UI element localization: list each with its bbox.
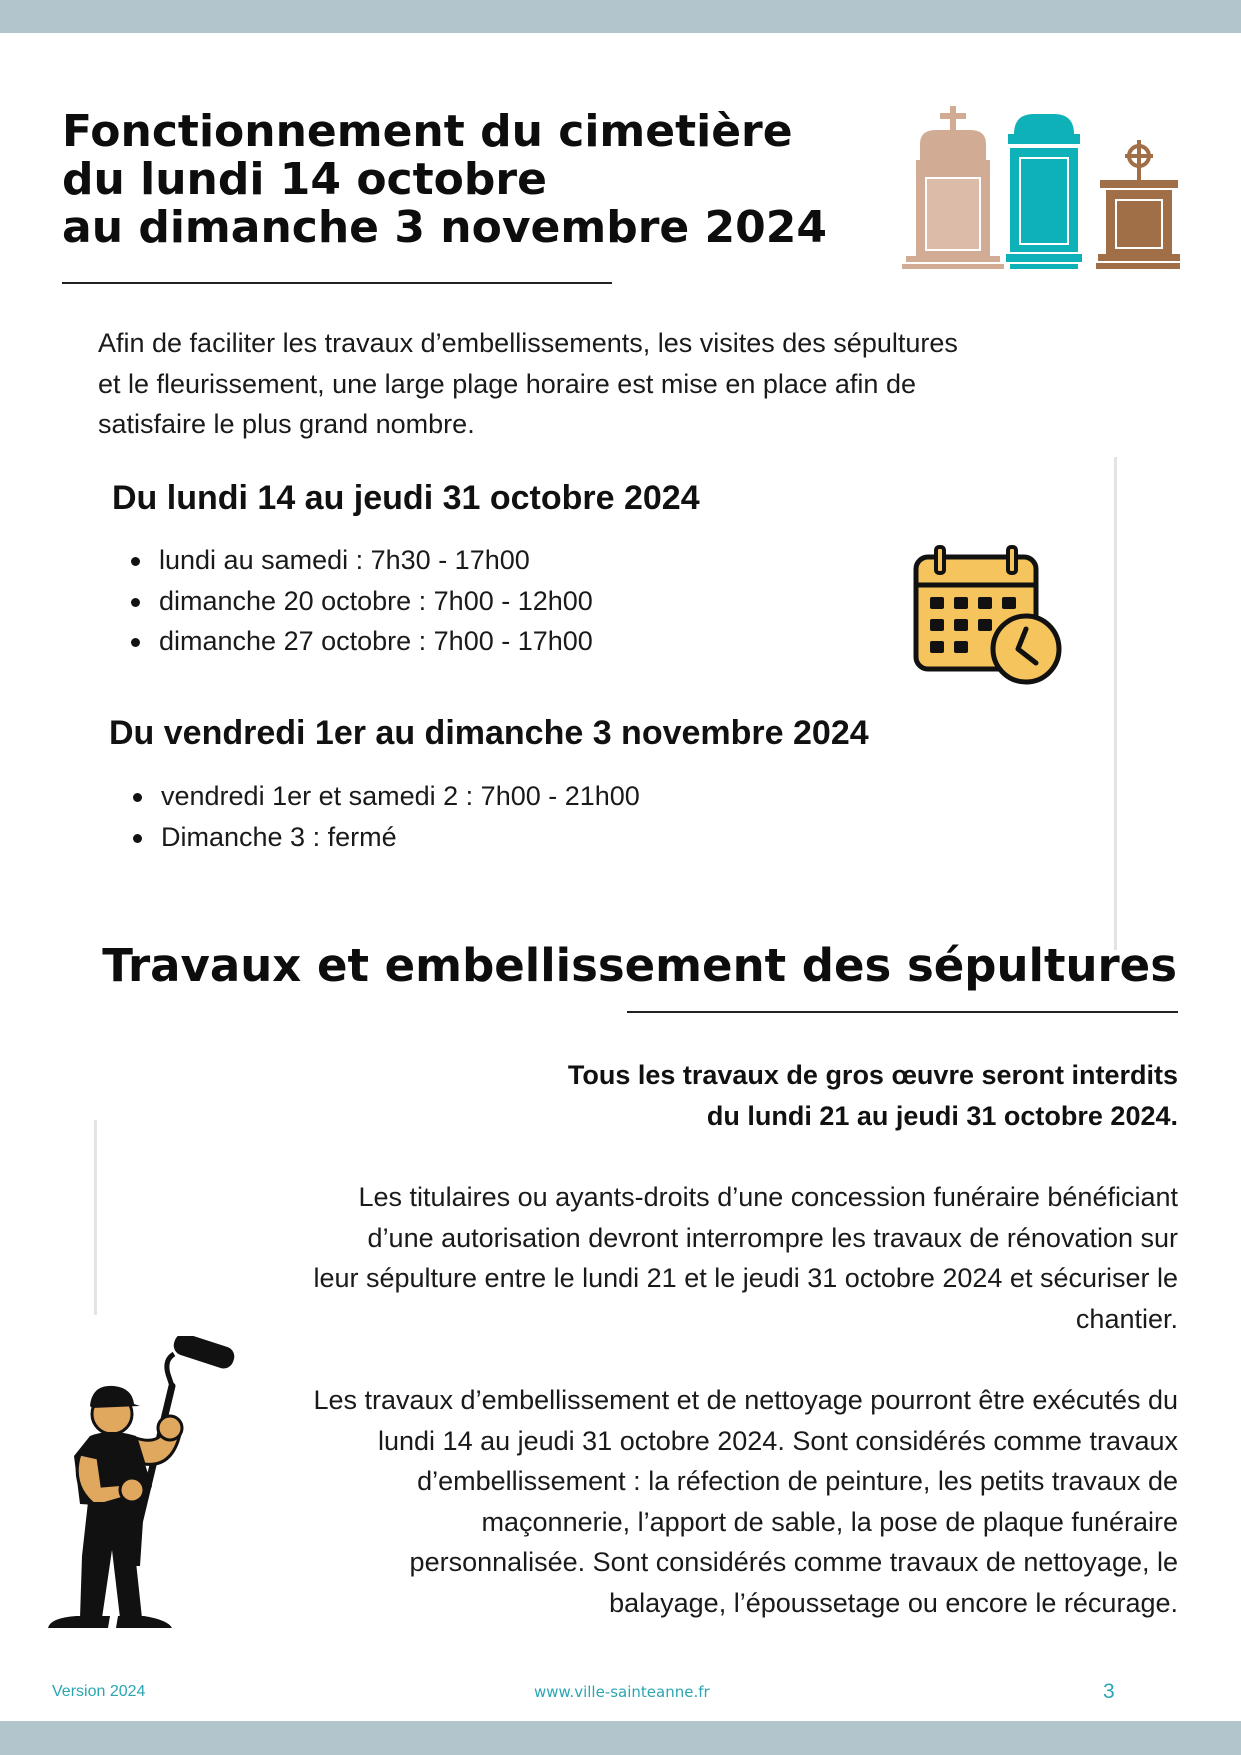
page-title-line: Fonctionnement du cimetière <box>62 106 793 157</box>
beige-grave-icon <box>902 106 1004 269</box>
works-title-underline <box>627 1011 1178 1013</box>
list-item: dimanche 27 octobre : 7h00 - 17h00 <box>131 621 593 662</box>
paragraph-line: chantier. <box>1075 1303 1178 1334</box>
works-notice-line: du lundi 21 au jeudi 31 octobre 2024. <box>706 1100 1178 1131</box>
paragraph-line: Les travaux d’embellissement et de nettoyage pourront être exécutés du <box>313 1385 1178 1415</box>
page-title <box>62 108 862 252</box>
list-item: vendredi 1er et samedi 2 : 7h00 - 21h00 <box>133 776 640 817</box>
intro-line: Afin de faciliter les travaux d’embellissements, les visites des sépultures <box>98 328 958 358</box>
paragraph-line: balayage, l’époussetage ou encore le récurage. <box>609 1587 1178 1618</box>
calendar-clock-icon <box>912 545 1064 687</box>
top-band <box>0 0 1241 33</box>
tombstones-icon <box>902 104 1180 270</box>
intro-line: et le fleurissement, une large plage horaire est mise en place afin de <box>98 368 916 399</box>
works-notice <box>300 1055 1178 1136</box>
october-heading: Du lundi 14 au jeudi 31 octobre 2024 <box>112 479 700 517</box>
list-item: Dimanche 3 : fermé <box>133 817 640 858</box>
intro-paragraph <box>98 323 1098 445</box>
paragraph-line: Les titulaires ou ayants-droits d’une concession funéraire bénéficiant <box>358 1182 1178 1212</box>
page-number: 3 <box>1103 1680 1115 1703</box>
october-hours-list <box>131 540 593 662</box>
paragraph-line: personnalisée. Sont considérés comme travaux de nettoyage, le <box>409 1547 1178 1577</box>
november-hours-list <box>133 776 640 857</box>
page-title-line: du lundi 14 octobre <box>62 154 547 205</box>
page-title-line: au dimanche 3 novembre 2024 <box>62 202 828 253</box>
works-notice-line: Tous les travaux de gros œuvre seront interdits <box>567 1060 1178 1090</box>
paragraph-line: lundi 14 au jeudi 31 octobre 2024. Sont considérés comme travaux <box>378 1425 1178 1456</box>
title-underline <box>62 282 612 284</box>
brown-grave-icon <box>1096 140 1180 269</box>
november-heading: Du vendredi 1er au dimanche 3 novembre 2024 <box>109 714 869 752</box>
footer-version: Version 2024 <box>52 1683 146 1700</box>
vertical-divider <box>1114 457 1117 950</box>
teal-grave-icon <box>1006 114 1082 269</box>
paragraph-line: d’embellissement : la réfection de peinture, les petits travaux de <box>417 1466 1178 1496</box>
vertical-divider-left <box>94 1120 97 1315</box>
paragraph-line: maçonnerie, l’apport de sable, la pose de plaque funéraire <box>481 1506 1178 1537</box>
works-paragraph-2 <box>150 1380 1178 1623</box>
works-section-title: Travaux et embellissement des sépultures <box>102 939 1177 992</box>
list-item: dimanche 20 octobre : 7h00 - 12h00 <box>131 581 593 622</box>
paragraph-line: d’une autorisation devront interrompre les travaux de rénovation sur <box>367 1222 1178 1253</box>
works-paragraph-1 <box>150 1177 1178 1339</box>
intro-line: satisfaire le plus grand nombre. <box>98 409 475 439</box>
list-item: lundi au samedi : 7h30 - 17h00 <box>131 540 593 581</box>
paragraph-line: leur sépulture entre le lundi 21 et le jeudi 31 octobre 2024 et sécuriser le <box>313 1263 1178 1293</box>
bottom-band <box>0 1721 1241 1755</box>
footer-website-link[interactable]: www.ville-sainteanne.fr <box>534 1683 710 1701</box>
